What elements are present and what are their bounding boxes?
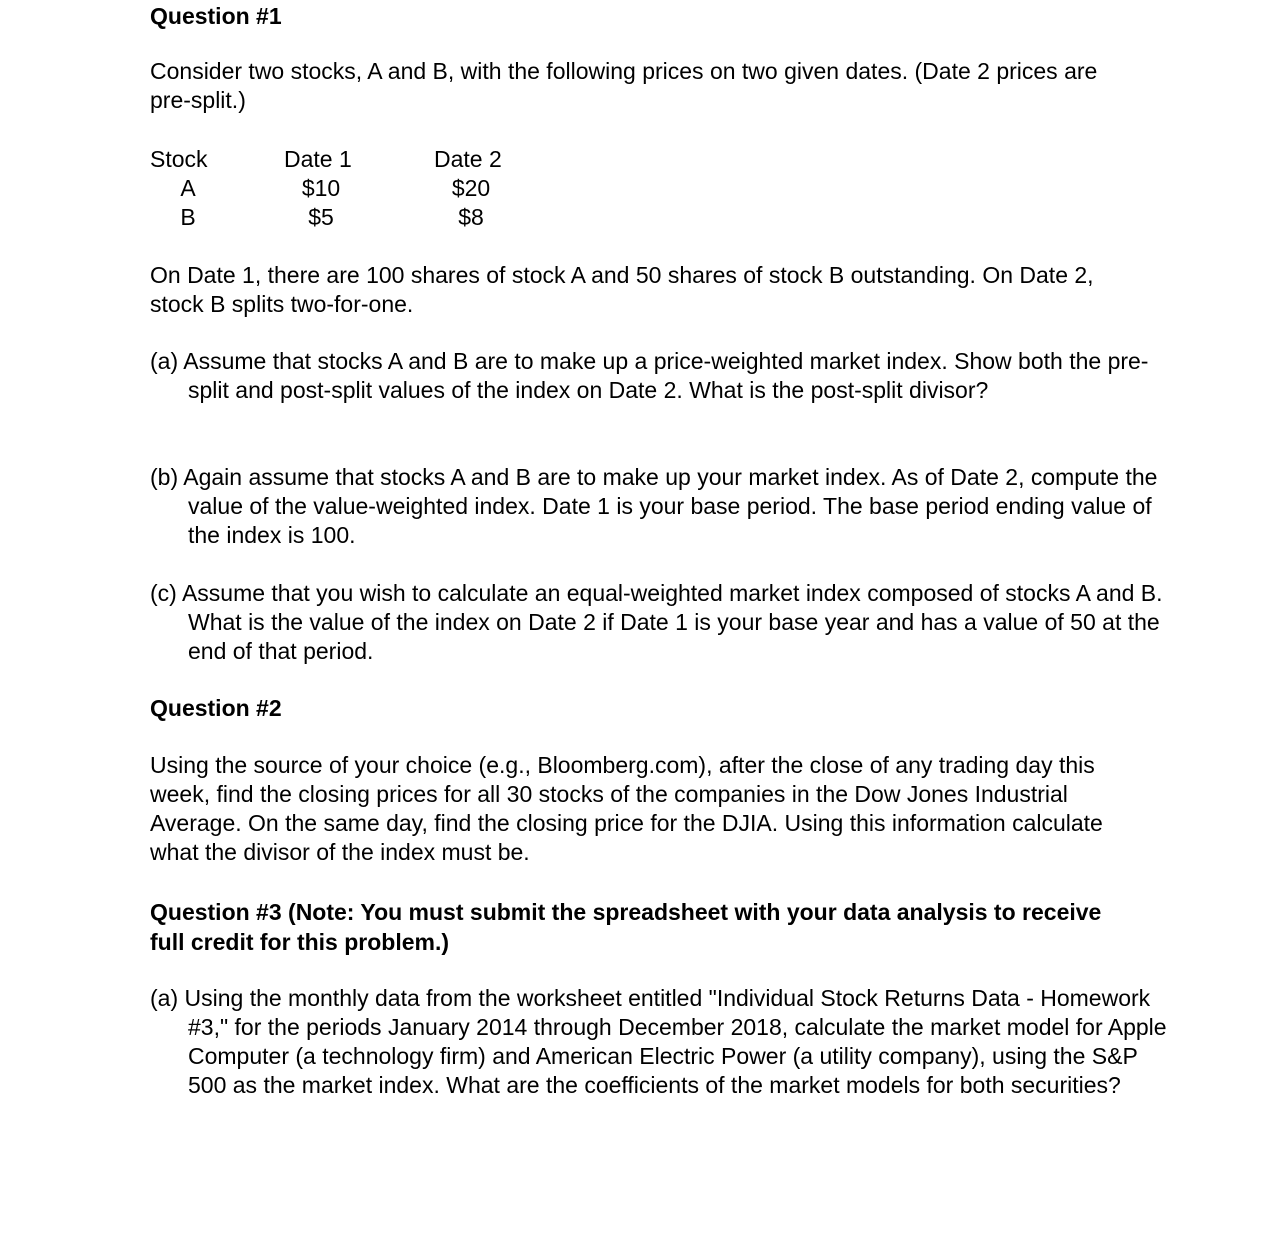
question-1-part-c: (c) Assume that you wish to calculate an equal-weighted market index composed of stocks A and B. What is the value of the index on Date 2 if Date 1 is your base year and has a value of 50 at the end of that period. [150, 580, 1163, 664]
question-1-part-b: (b) Again assume that stocks A and B are to make up your market index. As of Date 2, compute the value of the value-weighted index. Date 1 is your base period. The base period ending value of the index is 100. [150, 464, 1158, 548]
question-1-title: Question #1 [150, 3, 282, 29]
question-1-intro: Consider two stocks, A and B, with the following prices on two given dates. (Date 2 prices are pre-split.) [150, 58, 1098, 113]
question-3-title: Question #3 (Note: You must submit the spreadsheet with your data analysis to receive full credit for this problem.) [150, 899, 1102, 955]
table-row [150, 203, 550, 232]
date-1-price-cell: $10 [301, 175, 341, 201]
question-2-body: Using the source of your choice (e.g., Bloomberg.com), after the close of any trading day this week, find the closing prices for all 30 stocks of the companies in the Dow Jones Industrial Average. On the same day, find the closing price for the DJIA. Using this information calculate what the divisor of the index must be. [150, 752, 1103, 865]
column-header-date-1: Date 1 [284, 146, 352, 172]
date-2-price-cell: $8 [458, 204, 484, 230]
question-2-title: Question #2 [150, 695, 282, 721]
question-1-part-a: (a) Assume that stocks A and B are to make up a price-weighted market index. Show both the pre-split and post-split values of the index on Date 2. What is the post-split divisor? [150, 348, 1149, 403]
shares-outstanding-text: On Date 1, there are 100 shares of stock A and 50 shares of stock B outstanding. On Date 2, stock B splits two-for-one. [150, 262, 1094, 317]
stock-price-table [150, 145, 550, 232]
table-row [150, 174, 550, 203]
column-header-date-2: Date 2 [434, 146, 502, 172]
date-2-price-cell: $20 [451, 175, 491, 201]
stock-name-cell: A [180, 175, 196, 201]
column-header-stock: Stock [150, 146, 208, 172]
question-3-part-a: (a) Using the monthly data from the worksheet entitled "Individual Stock Returns Data - Homework #3," for the periods January 2014 through December 2018, calculate the market model for Apple Computer (a technology firm) and American Electric Power (a utility company), using the S&P 500 as the market index. What are the coefficients of the market models for both securities? [150, 985, 1167, 1098]
stock-name-cell: B [180, 204, 196, 230]
date-1-price-cell: $5 [308, 204, 334, 230]
table-header-row [150, 145, 550, 174]
